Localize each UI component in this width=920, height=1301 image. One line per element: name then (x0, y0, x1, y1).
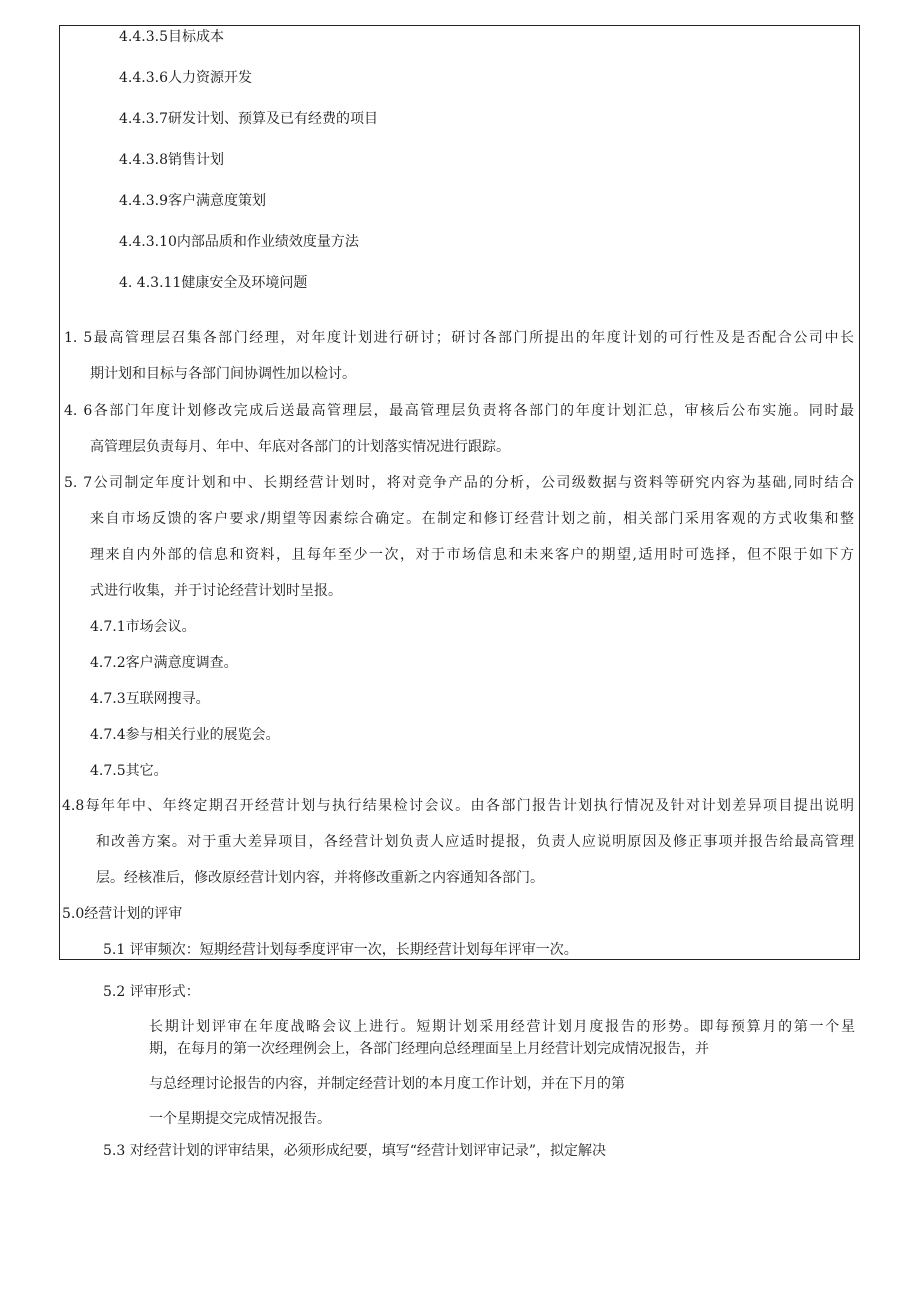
paragraph-4-6-line-2: 高管理层负责每月、年中、年底对各部门的计划落实情况进行跟踪。 (90, 439, 510, 455)
section-5-2-body-line-3: 与总经理讨论报告的内容，并制定经营计划的本月度工作计划，并在下月的第 (149, 1076, 625, 1092)
section-5-3: 5.3 对经营计划的评审结果，必须形成纪要，填写“经营计划评审记录”，拟定解决 (103, 1143, 607, 1159)
item-4-4-3-6: 4.4.3.6人力资源开发 (119, 70, 252, 86)
item-4-4-3-10: 4.4.3.10内部品质和作业绩效度量方法 (119, 234, 359, 250)
section-5-2-body-line-1: 长期计划评审在年度战略会议上进行。短期计划采用经营计划月度报告的形势。即每预算月的第一个星 (149, 1019, 855, 1035)
item-4-7-2: 4.7.2客户满意度调查。 (90, 655, 238, 671)
item-4-4-3-9: 4.4.3.9客户满意度策划 (119, 193, 266, 209)
section-5-2-title: 5.2 评审形式： (103, 984, 200, 1000)
section-5-title: 5.0经营计划的评审 (62, 906, 183, 922)
item-4-7-3: 4.7.3互联网搜寻。 (90, 691, 210, 707)
paragraph-4-7-line-3: 理来自内外部的信息和资料，且每年至少一次，对于市场信息和未来客户的期望,适用时可选择，但不限于如下方 (90, 547, 854, 563)
paragraph-4-8-line-3: 层。经核准后，修改原经营计划内容，并将修改重新之内容通知各部门。 (96, 870, 544, 886)
item-4-4-3-7: 4.4.3.7研发计划、预算及已有经费的项目 (119, 111, 378, 127)
item-4-4-3-8: 4.4.3.8销售计划 (119, 152, 224, 168)
paragraph-4-6-line-1: 4. 6各部门年度计划修改完成后送最高管理层，最高管理层负责将各部门的年度计划汇总，审核后公布实施。同时最 (64, 403, 854, 419)
item-4-4-3-5: 4.4.3.5目标成本 (119, 29, 224, 45)
paragraph-4-8-line-1: 4.8每年年中、年终定期召开经营计划与执行结果检讨会议。由各部门报告计划执行情况及针对计划差异项目提出说明 (62, 798, 854, 814)
paragraph-4-7-line-2: 来自市场反馈的客户要求/期望等因素综合确定。在制定和修订经营计划之前，相关部门采用客观的方式收集和整 (90, 511, 854, 527)
item-4-7-1: 4.7.1市场会议。 (90, 619, 196, 635)
paragraph-4-7-line-1: 5. 7公司制定年度计划和中、长期经营计划时，将对竞争产品的分析，公司级数据与资料等研究内容为基础,同时结合 (64, 475, 854, 491)
item-4-7-5: 4.7.5其它。 (90, 763, 168, 779)
section-5-2-body-line-4: 一个星期提交完成情况报告。 (149, 1111, 331, 1127)
item-4-7-4: 4.7.4参与相关行业的展览会。 (90, 727, 280, 743)
paragraph-4-5-line-2: 期计划和目标与各部门间协调性加以检讨。 (90, 366, 356, 382)
paragraph-4-8-line-2: 和改善方案。对于重大差异项目，各经营计划负责人应适时提报，负责人应说明原因及修正事项并报告给最高管理 (96, 834, 854, 850)
section-5-2-body-line-2: 期，在每月的第一次经理例会上，各部门经理向总经理面呈上月经营计划完成情况报告，并 (149, 1041, 709, 1057)
item-4-4-3-11: 4. 4.3.11健康安全及环境问题 (119, 275, 308, 291)
section-5-1: 5.1 评审频次：短期经营计划每季度评审一次，长期经营计划每年评审一次。 (103, 942, 578, 958)
paragraph-4-7-line-4: 式进行收集，并于讨论经营计划时呈报。 (90, 583, 342, 599)
paragraph-4-5-line-1: 1. 5最高管理层召集各部门经理，对年度计划进行研讨；研讨各部门所提出的年度计划的可行性及是否配合公司中长 (64, 330, 854, 346)
